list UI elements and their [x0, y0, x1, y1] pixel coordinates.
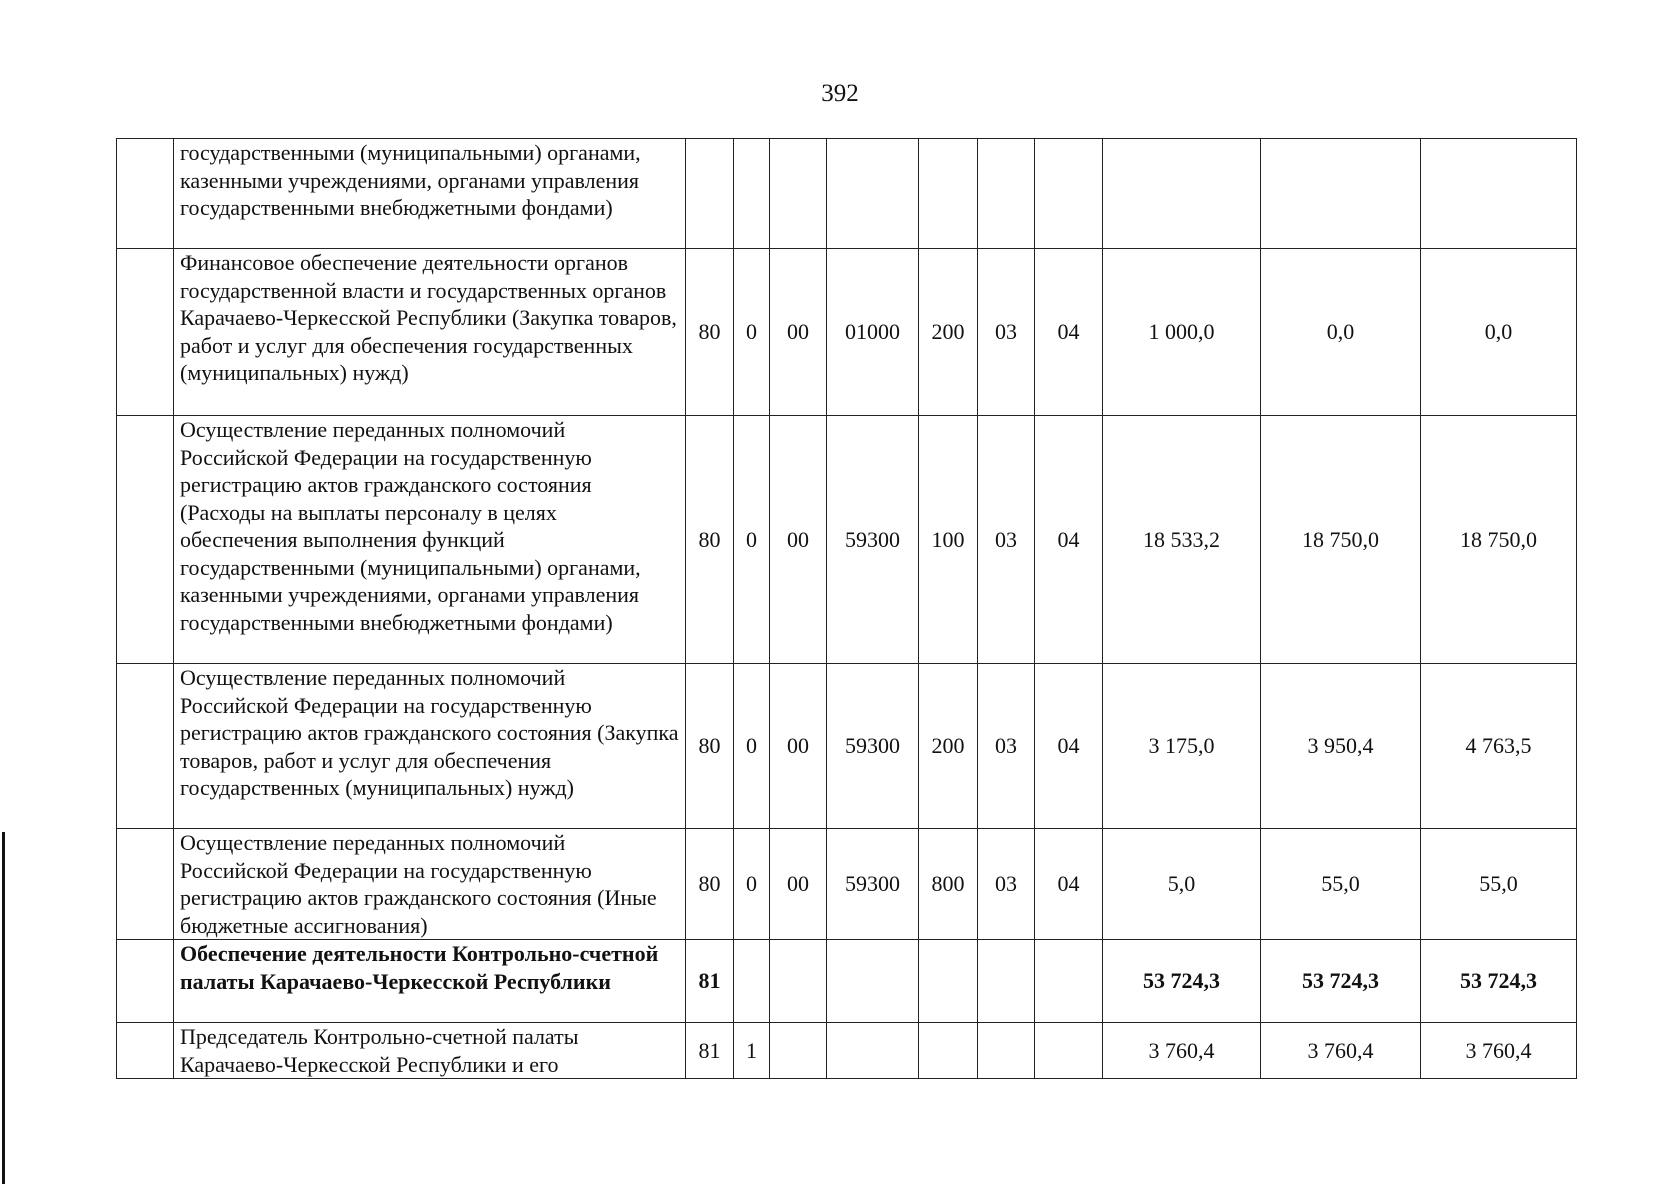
amount-cell: 3 175,0: [1103, 664, 1261, 829]
code-cell: 0: [734, 829, 770, 940]
code-cell: [686, 139, 734, 249]
amount-cell: 53 724,3: [1103, 940, 1261, 1023]
amount-cell: [1421, 139, 1577, 249]
row-number-cell: [117, 1023, 174, 1079]
code-cell: 03: [978, 416, 1035, 664]
code-cell: 0: [734, 416, 770, 664]
amount-cell: 3 950,4: [1261, 664, 1421, 829]
code-cell: [770, 139, 827, 249]
code-cell: [827, 1023, 919, 1079]
code-cell: 03: [978, 829, 1035, 940]
code-cell: 01000: [827, 249, 919, 416]
code-cell: 80: [686, 664, 734, 829]
code-cell: 00: [770, 416, 827, 664]
code-cell: 59300: [827, 416, 919, 664]
code-cell: 0: [734, 664, 770, 829]
amount-cell: 0,0: [1421, 249, 1577, 416]
code-cell: [978, 139, 1035, 249]
code-cell: 81: [686, 1023, 734, 1079]
table-row: [117, 664, 1577, 829]
expense-name-cell: Председатель Контрольно-счетной палаты Карачаево-Черкесской Республики и его: [174, 1023, 686, 1079]
code-cell: [827, 139, 919, 249]
code-cell: [919, 1023, 978, 1079]
code-cell: 59300: [827, 829, 919, 940]
code-cell: 04: [1035, 249, 1103, 416]
amount-cell: 53 724,3: [1421, 940, 1577, 1023]
code-cell: 00: [770, 249, 827, 416]
row-number-cell: [117, 940, 174, 1023]
code-cell: [770, 940, 827, 1023]
code-cell: 04: [1035, 829, 1103, 940]
amount-cell: 5,0: [1103, 829, 1261, 940]
code-cell: 100: [919, 416, 978, 664]
code-cell: 1: [734, 1023, 770, 1079]
table-row: [117, 829, 1577, 940]
code-cell: 80: [686, 829, 734, 940]
amount-cell: 0,0: [1261, 249, 1421, 416]
code-cell: [919, 139, 978, 249]
code-cell: 200: [919, 664, 978, 829]
code-cell: 04: [1035, 416, 1103, 664]
code-cell: 80: [686, 249, 734, 416]
table-row: [117, 1023, 1577, 1079]
expense-name-cell: Обеспечение деятельности Контрольно-счетной палаты Карачаево-Черкесской Республики: [174, 940, 686, 1023]
amount-cell: 18 750,0: [1261, 416, 1421, 664]
code-cell: 59300: [827, 664, 919, 829]
code-cell: 200: [919, 249, 978, 416]
amount-cell: 3 760,4: [1103, 1023, 1261, 1079]
amount-cell: [1103, 139, 1261, 249]
amount-cell: 18 533,2: [1103, 416, 1261, 664]
code-cell: 80: [686, 416, 734, 664]
code-cell: [1035, 940, 1103, 1023]
code-cell: 800: [919, 829, 978, 940]
code-cell: 03: [978, 664, 1035, 829]
budget-table: [116, 138, 1577, 1079]
margin-scan-line: [2, 832, 5, 1184]
code-cell: 03: [978, 249, 1035, 416]
code-cell: [1035, 139, 1103, 249]
page-number: 392: [821, 80, 859, 107]
code-cell: [734, 940, 770, 1023]
table-row: [117, 249, 1577, 416]
amount-cell: 55,0: [1421, 829, 1577, 940]
code-cell: [978, 1023, 1035, 1079]
code-cell: 00: [770, 829, 827, 940]
expense-name-cell: государственными (муниципальными) органами, казенными учреждениями, органами управления государственными внебюджетными фондами): [174, 139, 686, 249]
table-row-section-total: [117, 940, 1577, 1023]
expense-name-cell: Осуществление переданных полномочий Российской Федерации на государственную регистрацию актов гражданского состояния (Иные бюджетные ассигнования): [174, 829, 686, 940]
code-cell: [1035, 1023, 1103, 1079]
row-number-cell: [117, 829, 174, 940]
code-cell: 04: [1035, 664, 1103, 829]
expense-name-cell: Финансовое обеспечение деятельности органов государственной власти и государственных органов Карачаево-Черкесской Республики (Закупка товаров, работ и услуг для обеспечения государственных (муниципальных) нужд): [174, 249, 686, 416]
code-cell: 0: [734, 249, 770, 416]
row-number-cell: [117, 249, 174, 416]
code-cell: 00: [770, 664, 827, 829]
table-row: [117, 416, 1577, 664]
amount-cell: 18 750,0: [1421, 416, 1577, 664]
amount-cell: 53 724,3: [1261, 940, 1421, 1023]
code-cell: [770, 1023, 827, 1079]
code-cell: [827, 940, 919, 1023]
amount-cell: 3 760,4: [1421, 1023, 1577, 1079]
amount-cell: 4 763,5: [1421, 664, 1577, 829]
expense-name-cell: Осуществление переданных полномочий Российской Федерации на государственную регистрацию актов гражданского состояния (Расходы на выплаты персоналу в целях обеспечения выполнения функций государственными (муниципальными) органами, казенными учреждениями, органами управления государственными внебюджетными фондами): [174, 416, 686, 664]
amount-cell: [1261, 139, 1421, 249]
code-cell: [978, 940, 1035, 1023]
table-row: [117, 139, 1577, 249]
amount-cell: 3 760,4: [1261, 1023, 1421, 1079]
code-cell: [919, 940, 978, 1023]
row-number-cell: [117, 416, 174, 664]
amount-cell: 1 000,0: [1103, 249, 1261, 416]
expense-name-cell: Осуществление переданных полномочий Российской Федерации на государственную регистрацию актов гражданского состояния (Закупка товаров, работ и услуг для обеспечения государственных (муниципальных) нужд): [174, 664, 686, 829]
row-number-cell: [117, 139, 174, 249]
row-number-cell: [117, 664, 174, 829]
amount-cell: 55,0: [1261, 829, 1421, 940]
code-cell: [734, 139, 770, 249]
code-cell: 81: [686, 940, 734, 1023]
